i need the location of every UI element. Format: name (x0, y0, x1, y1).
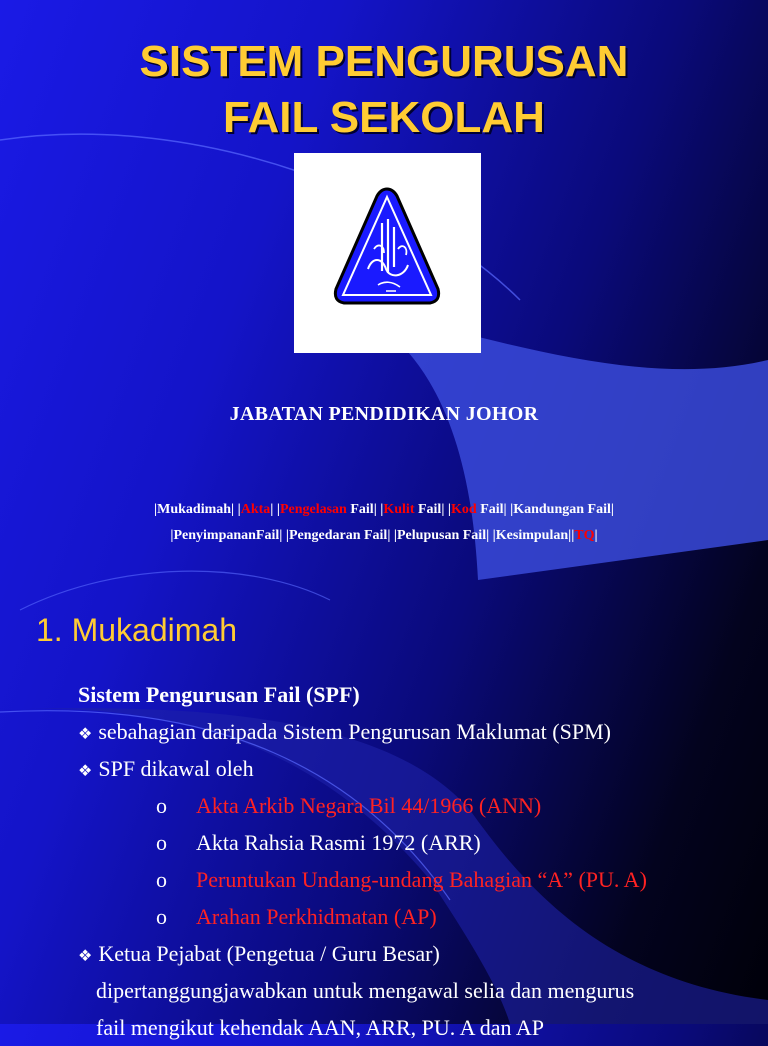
nav-pengelasan-fail[interactable]: Pengelasan Fail (279, 502, 374, 517)
sub-item: o Arahan Perkhidmatan (AP) (78, 898, 758, 935)
navigation-links (0, 497, 768, 549)
circle-bullet-icon: o (156, 867, 167, 892)
nav-pengedaran-fail[interactable]: Pengedaran Fail (288, 528, 388, 543)
title-line-2: FAIL SEKOLAH (223, 93, 545, 142)
sub-item: o Peruntukan Undang-undang Bahagian “A” (PU. A) (78, 861, 758, 898)
department-name: JABATAN PENDIDIKAN JOHOR (229, 403, 539, 425)
bullet-item: ❖ sebahagian daripada Sistem Pengurusan Maklumat (SPM) (78, 719, 611, 744)
diamond-bullet-icon: ❖ (78, 946, 93, 965)
nav-akta[interactable]: Akta (240, 502, 271, 517)
section-title: 1. Mukadimah (36, 612, 237, 648)
nav-kod-fail[interactable]: Kod Fail (451, 502, 504, 517)
bullet-item: ❖ SPF dikawal oleh (78, 756, 254, 781)
nav-row-1: |Mukadimah| |Akta| |Pengelasan Fail| |Kulit Fail| |Kod Fail| |Kandungan Fail| (154, 502, 614, 517)
nav-kandungan-fail[interactable]: Kandungan Fail (513, 502, 611, 517)
nav-tq[interactable]: TQ (574, 528, 595, 543)
jpn-johor-emblem-icon (294, 153, 481, 353)
sub-item: o Akta Rahsia Rasmi 1972 (ARR) (78, 824, 758, 861)
nav-mukadimah[interactable]: Mukadimah (157, 502, 232, 517)
diamond-bullet-icon: ❖ (78, 724, 93, 743)
nav-pelupusan-fail[interactable]: Pelupusan Fail (397, 528, 487, 543)
circle-bullet-icon: o (156, 793, 167, 818)
circle-bullet-icon: o (156, 830, 167, 855)
nav-kesimpulan[interactable]: Kesimpulan (495, 528, 569, 543)
diamond-bullet-icon: ❖ (78, 761, 93, 780)
mukadimah-content (78, 676, 758, 1046)
nav-row-2: |PenyimpananFail| |Pengedaran Fail| |Pelupusan Fail| |Kesimpulan||TQ| (170, 528, 598, 543)
nav-kulit-fail[interactable]: Kulit Fail (383, 502, 442, 517)
bullet-continuation: fail mengikut kehendak AAN, ARR, PU. A dan AP (96, 1015, 544, 1040)
bullet-item: ❖ Ketua Pejabat (Pengetua / Guru Besar) (78, 941, 440, 966)
circle-bullet-icon: o (156, 904, 167, 929)
title-line-1: SISTEM PENGURUSAN (139, 37, 629, 86)
nav-penyimpanan-fail[interactable]: PenyimpananFail (173, 528, 280, 543)
bullet-continuation: dipertanggungjawabkan untuk mengawal selia dan mengurus (96, 978, 635, 1003)
logo-box (294, 153, 481, 353)
mukadimah-slide (0, 600, 768, 1040)
content-heading: Sistem Pengurusan Fail (SPF) (78, 682, 360, 707)
sub-item: o Akta Arkib Negara Bil 44/1966 (ANN) (78, 787, 758, 824)
slide-title (0, 34, 768, 146)
